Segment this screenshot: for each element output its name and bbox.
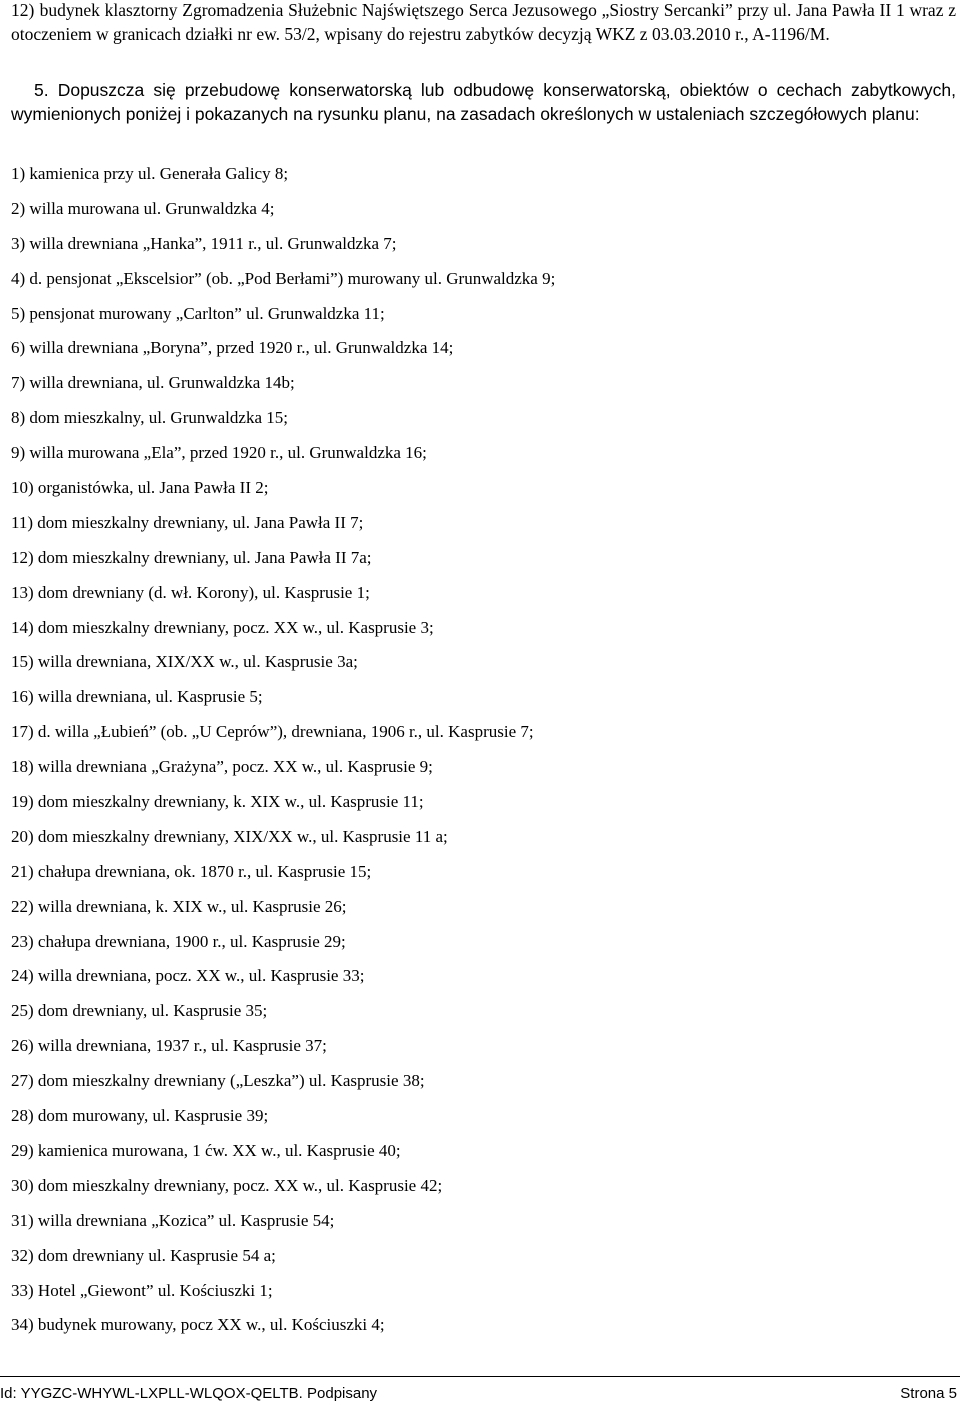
list-item: 17) d. willa „Łubień” (ob. „U Ceprów”), drewniana, 1906 r., ul. Kasprusie 7; <box>11 722 534 742</box>
list-item: 7) willa drewniana, ul. Grunwaldzka 14b; <box>11 373 295 393</box>
document-id: Id: YYGZC-WHYWL-LXPLL-WLQOX-QELTB. Podpisany <box>0 1385 378 1402</box>
paragraph-5-text: Dopuszcza się przebudowę konserwatorską lub odbudowę konserwatorską, obiektów o cechach zabytkowych, wymienionych poniżej i pokazanych na rysunku planu, na zasadach określonych w ustaleniach szczegółowych planu: <box>11 80 956 124</box>
paragraph-5-number: 5. <box>34 80 49 100</box>
list-item: 4) d. pensjonat „Ekscelsior” (ob. „Pod Berłami”) murowany ul. Grunwaldzka 9; <box>11 268 556 288</box>
list-item: 31) willa drewniana „Kozica” ul. Kasprusie 54; <box>11 1210 335 1230</box>
list-item: 16) willa drewniana, ul. Kasprusie 5; <box>11 687 263 707</box>
list-item: 23) chałupa drewniana, 1900 r., ul. Kasprusie 29; <box>11 931 346 951</box>
list-item: 19) dom mieszkalny drewniany, k. XIX w., ul. Kasprusie 11; <box>11 792 424 812</box>
list-item: 1) kamienica przy ul. Generała Galicy 8; <box>11 164 289 183</box>
list-item: 12) dom mieszkalny drewniany, ul. Jana Pawła II 7a; <box>11 547 372 567</box>
list-item: 30) dom mieszkalny drewniany, pocz. XX w., ul. Kasprusie 42; <box>11 1175 443 1195</box>
list-item: 21) chałupa drewniana, ok. 1870 r., ul. Kasprusie 15; <box>11 861 372 881</box>
list-item: 6) willa drewniana „Boryna”, przed 1920 r., ul. Grunwaldzka 14; <box>11 338 454 358</box>
list-item: 13) dom drewniany (d. wł. Korony), ul. Kasprusie 1; <box>11 582 370 602</box>
list-item: 15) willa drewniana, XIX/XX w., ul. Kasprusie 3a; <box>11 652 358 672</box>
list-item: 18) willa drewniana „Grażyna”, pocz. XX w., ul. Kasprusie 9; <box>11 757 433 777</box>
list-item: 8) dom mieszkalny, ul. Grunwaldzka 15; <box>11 408 288 428</box>
paragraph-12-text: budynek klasztorny Zgromadzenia Służebnic Najświętszego Serca Jezusowego „Siostry Sercanki” przy ul. Jana Pawła II 1 wraz z otoczeniem w granicach działki nr ew. 53/2, wpisany do rejestru zabytków decyzją WKZ z 03.03.2010 r., A-1196/M. <box>11 0 956 44</box>
list-item: 10) organistówka, ul. Jana Pawła II 2; <box>11 478 269 498</box>
heritage-objects-list <box>11 161 555 1347</box>
list-item: 28) dom murowany, ul. Kasprusie 39; <box>11 1106 269 1126</box>
list-item: 9) willa murowana „Ela”, przed 1920 r., ul. Grunwaldzka 16; <box>11 443 427 463</box>
paragraph-12-number: 12) <box>11 0 35 20</box>
list-item: 32) dom drewniany ul. Kasprusie 54 a; <box>11 1245 276 1265</box>
list-item: 26) willa drewniana, 1937 r., ul. Kasprusie 37; <box>11 1036 327 1056</box>
list-item: 25) dom drewniany, ul. Kasprusie 35; <box>11 1001 268 1021</box>
list-item: 27) dom mieszkalny drewniany („Leszka”) ul. Kasprusie 38; <box>11 1071 425 1091</box>
footer-divider <box>0 1376 960 1377</box>
page-number: Strona 5 <box>900 1385 957 1402</box>
list-item: 24) willa drewniana, pocz. XX w., ul. Kasprusie 33; <box>11 966 365 986</box>
list-item: 2) willa murowana ul. Grunwaldzka 4; <box>11 198 275 218</box>
list-item: 14) dom mieszkalny drewniany, pocz. XX w., ul. Kasprusie 3; <box>11 617 434 637</box>
list-item: 22) willa drewniana, k. XIX w., ul. Kasprusie 26; <box>11 896 347 916</box>
list-item: 3) willa drewniana „Hanka”, 1911 r., ul. Grunwaldzka 7; <box>11 233 397 253</box>
paragraph-5 <box>11 79 956 126</box>
list-item: 5) pensjonat murowany „Carlton” ul. Grunwaldzka 11; <box>11 303 385 323</box>
list-item: 20) dom mieszkalny drewniany, XIX/XX w., ul. Kasprusie 11 a; <box>11 826 448 846</box>
list-item: 34) budynek murowany, pocz XX w., ul. Kościuszki 4; <box>11 1315 385 1335</box>
list-item: 29) kamienica murowana, 1 ćw. XX w., ul. Kasprusie 40; <box>11 1140 401 1160</box>
list-item: 33) Hotel „Giewont” ul. Kościuszki 1; <box>11 1280 273 1300</box>
list-item: 11) dom mieszkalny drewniany, ul. Jana Pawła II 7; <box>11 512 364 532</box>
paragraph-12 <box>11 0 956 46</box>
